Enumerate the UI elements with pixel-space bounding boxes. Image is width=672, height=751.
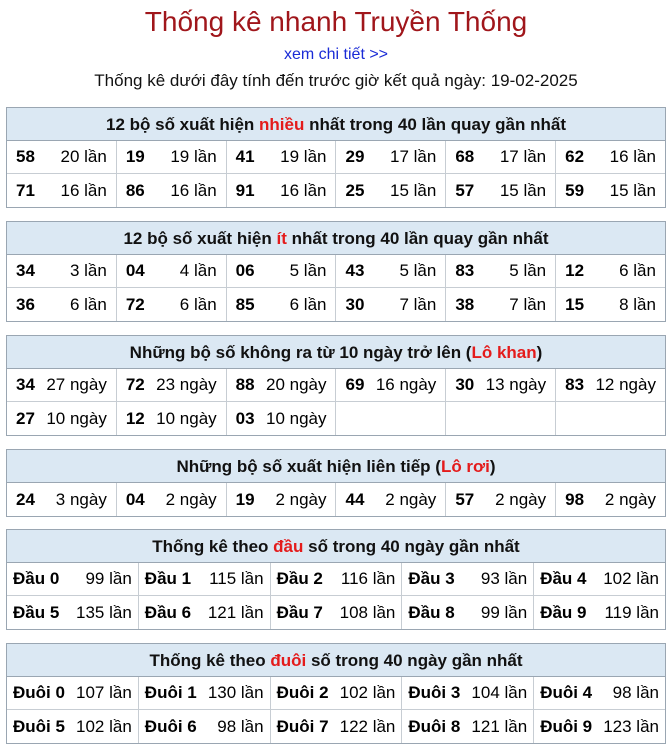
stat-cell	[534, 710, 665, 743]
stat-cell	[7, 677, 139, 709]
stat-cell	[227, 402, 337, 435]
stat-count: 3 lần	[69, 261, 107, 280]
stat-number: Đuôi 9	[540, 716, 593, 736]
stat-number: Đầu 8	[408, 602, 455, 622]
stat-number: 03	[235, 408, 255, 428]
stat-cell	[336, 141, 446, 173]
stat-count: 13 ngày	[485, 375, 547, 394]
section-duoi-stats	[6, 643, 666, 744]
stat-cell	[534, 563, 665, 595]
table-row	[7, 677, 665, 710]
stat-number: 72	[125, 294, 145, 314]
stat-count: 2 ngày	[385, 489, 437, 509]
stat-cell	[7, 402, 117, 435]
stat-count: 104 lần	[471, 683, 528, 702]
stat-count: 10 ngày	[46, 408, 107, 428]
section-least-frequent	[6, 221, 666, 322]
table-row	[7, 710, 665, 743]
stat-count: 16 lần	[60, 180, 107, 200]
stat-cell	[556, 174, 665, 207]
stat-cell	[556, 288, 665, 321]
stat-count: 19 lần	[280, 147, 327, 166]
stat-number: 34	[16, 375, 35, 394]
stat-cell	[446, 369, 556, 401]
stat-count: 2 ngày	[495, 489, 547, 509]
stat-number: Đầu 9	[540, 602, 587, 622]
stat-cell	[7, 483, 117, 516]
stat-cell	[117, 288, 227, 321]
table-row	[7, 288, 665, 321]
stat-count: 15 lần	[389, 180, 437, 200]
stat-count: 5 lần	[399, 261, 437, 280]
stat-cell	[139, 710, 271, 743]
stat-count: 7 lần	[509, 294, 547, 314]
section-heading-highlight: ít	[276, 229, 287, 248]
stat-number: Đuôi 6	[144, 716, 197, 736]
stat-number: 19	[235, 489, 255, 509]
stat-number: 04	[125, 261, 145, 280]
stat-cell	[117, 369, 227, 401]
stat-count: 4 lần	[179, 261, 217, 280]
page-subtitle: Thống kê dưới đây tính đến trước giờ kết quả ngày: 19-02-2025	[94, 71, 578, 90]
stat-cell	[7, 255, 117, 287]
section-heading-text: Thống kê theo	[149, 651, 271, 670]
stat-cell	[402, 677, 534, 709]
stat-count: 121 lần	[207, 602, 264, 622]
stat-number: 27	[16, 408, 35, 428]
stat-count: 98 lần	[217, 716, 264, 736]
empty-cell	[556, 402, 665, 435]
stat-cell	[271, 710, 403, 743]
stat-number: Đuôi 4	[540, 683, 593, 702]
stat-count: 20 ngày	[265, 375, 327, 394]
stat-count: 16 lần	[280, 180, 327, 200]
table-row	[7, 402, 665, 435]
stat-number: 83	[565, 375, 585, 394]
stat-count: 15 lần	[499, 180, 547, 200]
stat-count: 10 ngày	[265, 408, 327, 428]
stat-count: 7 lần	[399, 294, 437, 314]
stat-count: 5 lần	[509, 261, 547, 280]
stat-cell	[446, 174, 556, 207]
stat-number: 25	[345, 180, 365, 200]
stat-cell	[336, 174, 446, 207]
stat-cell	[402, 596, 534, 629]
stat-number: 86	[125, 180, 145, 200]
stat-number: Đầu 5	[13, 602, 60, 622]
empty-cell	[336, 402, 446, 435]
stat-number: 29	[345, 147, 365, 166]
stat-cell	[556, 255, 665, 287]
section-heading-highlight: nhiều	[259, 115, 305, 134]
stat-count: 107 lần	[76, 683, 132, 702]
stat-number: 12	[565, 261, 585, 280]
stat-number: 30	[345, 294, 365, 314]
stat-number: 85	[235, 294, 255, 314]
stat-cell	[534, 596, 665, 629]
stat-number: Đuôi 1	[144, 683, 197, 702]
stat-count: 6 lần	[179, 294, 217, 314]
stat-count: 135 lần	[76, 602, 132, 622]
section-heading-text: Thống kê theo	[152, 537, 274, 556]
stat-cell	[336, 483, 446, 516]
stat-count: 5 lần	[289, 261, 327, 280]
stat-cell	[271, 677, 403, 709]
stat-cell	[117, 141, 227, 173]
stat-count: 12 ngày	[595, 375, 656, 394]
stat-count: 2 ngày	[604, 489, 656, 509]
stat-count: 6 lần	[69, 294, 107, 314]
stat-number: Đuôi 7	[276, 716, 329, 736]
stat-cell	[446, 288, 556, 321]
section-heading-text: Những bộ số xuất hiện liên tiếp (	[176, 457, 441, 476]
stat-cell	[336, 255, 446, 287]
section-heading	[7, 450, 665, 483]
stat-number: Đầu 1	[144, 569, 192, 588]
stat-cell	[7, 710, 139, 743]
stat-cell	[139, 596, 271, 629]
stat-number: 62	[565, 147, 585, 166]
section-heading	[7, 644, 665, 677]
section-heading-text: số trong 40 ngày gần nhất	[306, 651, 523, 670]
stat-cell	[556, 141, 665, 173]
stat-cell	[139, 677, 271, 709]
stat-cell	[7, 596, 139, 629]
table-row	[7, 369, 665, 402]
stat-number: 91	[235, 180, 255, 200]
stat-cell	[271, 563, 403, 595]
stat-cell	[117, 255, 227, 287]
stat-cell	[446, 141, 556, 173]
stat-count: 98 lần	[612, 683, 659, 702]
stat-count: 93 lần	[480, 569, 528, 588]
stat-count: 19 lần	[170, 147, 217, 166]
stat-number: 44	[345, 489, 365, 509]
section-lo-roi	[6, 449, 666, 517]
stat-number: Đầu 6	[144, 602, 192, 622]
stat-count: 2 ngày	[275, 489, 327, 509]
stat-count: 99 lần	[85, 569, 132, 588]
stat-number: Đuôi 0	[13, 683, 65, 702]
stat-count: 121 lần	[471, 716, 528, 736]
stat-count: 17 lần	[389, 147, 437, 166]
stat-count: 16 ngày	[375, 375, 437, 394]
stat-cell	[227, 255, 337, 287]
stat-cell	[117, 483, 227, 516]
stat-number: 57	[455, 489, 475, 509]
stat-number: Đầu 0	[13, 569, 60, 588]
stat-cell	[139, 563, 271, 595]
stat-number: Đuôi 3	[408, 683, 461, 702]
stat-number: 41	[235, 147, 255, 166]
stat-number: 04	[125, 489, 145, 509]
stat-count: 6 lần	[619, 261, 656, 280]
stat-number: 12	[125, 408, 145, 428]
section-most-frequent	[6, 107, 666, 208]
section-heading	[7, 530, 665, 563]
stat-number: 06	[235, 261, 255, 280]
stat-cell	[402, 563, 534, 595]
stat-count: 16 lần	[170, 180, 217, 200]
stat-number: 30	[455, 375, 475, 394]
stat-number: Đuôi 8	[408, 716, 461, 736]
stat-number: Đầu 7	[276, 602, 323, 622]
section-heading-text: 12 bộ số xuất hiện	[123, 229, 277, 248]
section-heading-text: Những bộ số không ra từ 10 ngày trở lên (	[129, 343, 472, 362]
stat-count: 130 lần	[207, 683, 264, 702]
section-heading	[7, 336, 665, 369]
stat-count: 27 ngày	[46, 375, 107, 394]
stat-number: 57	[455, 180, 475, 200]
section-heading-text: số trong 40 ngày gần nhất	[303, 537, 520, 556]
table-row	[7, 596, 665, 629]
stat-cell	[117, 402, 227, 435]
stat-number: Đuôi 2	[276, 683, 329, 702]
section-heading-highlight: đuôi	[270, 651, 307, 670]
stat-cell	[446, 255, 556, 287]
stat-count: 20 lần	[60, 147, 107, 166]
stat-number: 72	[125, 375, 145, 394]
section-heading	[7, 222, 665, 255]
stat-cell	[7, 563, 139, 595]
stat-count: 6 lần	[289, 294, 327, 314]
stat-count: 16 lần	[609, 147, 656, 166]
stat-number: 71	[16, 180, 35, 200]
stat-cell	[556, 483, 665, 516]
stat-number: 19	[125, 147, 145, 166]
section-heading	[7, 108, 665, 141]
stat-count: 10 ngày	[156, 408, 217, 428]
stat-cell	[402, 710, 534, 743]
stat-cell	[7, 174, 117, 207]
stat-number: Đầu 4	[540, 569, 587, 588]
stat-number: 36	[16, 294, 35, 314]
section-heading-text: )	[536, 343, 543, 362]
stat-number: 38	[455, 294, 475, 314]
stat-cell	[227, 174, 337, 207]
stat-count: 115 lần	[209, 569, 264, 588]
section-heading-highlight: Lô khan	[471, 343, 537, 362]
stat-number: 88	[235, 375, 255, 394]
stat-number: 15	[565, 294, 585, 314]
stat-number: 59	[565, 180, 585, 200]
section-dau-stats	[6, 529, 666, 630]
table-row	[7, 483, 665, 516]
stat-count: 122 lần	[339, 716, 396, 736]
stat-cell	[7, 141, 117, 173]
stat-count: 15 lần	[609, 180, 656, 200]
stat-count: 123 lần	[603, 716, 659, 736]
section-heading-text: nhất trong 40 lần quay gần nhất	[304, 115, 567, 134]
stat-number: 68	[455, 147, 475, 166]
stat-count: 102 lần	[339, 683, 396, 702]
section-lo-khan	[6, 335, 666, 436]
stat-number: Đầu 3	[408, 569, 455, 588]
stat-count: 2 ngày	[165, 489, 217, 509]
stat-number: 83	[455, 261, 475, 280]
section-heading-highlight: Lô rơi	[440, 457, 490, 476]
stat-count: 3 ngày	[55, 489, 107, 509]
stat-count: 116 lần	[340, 569, 396, 588]
stat-cell	[227, 483, 337, 516]
section-heading-text: 12 bộ số xuất hiện	[105, 115, 260, 134]
stat-count: 23 ngày	[156, 375, 217, 394]
stat-cell	[446, 483, 556, 516]
table-row	[7, 255, 665, 288]
stat-cell	[227, 369, 337, 401]
stat-cell	[534, 677, 665, 709]
detail-link[interactable]: xem chi tiết >>	[283, 46, 389, 63]
stat-number: 43	[345, 261, 365, 280]
stat-cell	[336, 288, 446, 321]
section-heading-text: nhất trong 40 lần quay gần nhất	[286, 229, 549, 248]
table-row	[7, 141, 665, 174]
stat-count: 119 lần	[604, 602, 659, 622]
stat-number: 69	[345, 375, 365, 394]
stat-cell	[117, 174, 227, 207]
stat-cell	[227, 288, 337, 321]
stat-cell	[7, 369, 117, 401]
stat-cell	[7, 288, 117, 321]
stat-count: 99 lần	[480, 602, 528, 622]
stat-number: 58	[16, 147, 35, 166]
stat-cell	[336, 369, 446, 401]
stat-count: 108 lần	[339, 602, 396, 622]
stat-count: 8 lần	[619, 294, 656, 314]
stat-number: Đầu 2	[276, 569, 323, 588]
stat-count: 102 lần	[76, 716, 132, 736]
stat-cell	[227, 141, 337, 173]
section-heading-highlight: đầu	[273, 537, 304, 556]
stat-cell	[271, 596, 403, 629]
stat-count: 102 lần	[603, 569, 659, 588]
stat-number: 34	[16, 261, 35, 280]
stat-number: 24	[16, 489, 35, 509]
stat-number: Đuôi 5	[13, 716, 65, 736]
section-heading-text: )	[489, 457, 496, 476]
page-title: Thống kê nhanh Truyền Thống	[144, 6, 528, 37]
stat-number: 98	[565, 489, 585, 509]
table-row	[7, 563, 665, 596]
stat-cell	[556, 369, 665, 401]
table-row	[7, 174, 665, 207]
stat-count: 17 lần	[499, 147, 547, 166]
empty-cell	[446, 402, 556, 435]
